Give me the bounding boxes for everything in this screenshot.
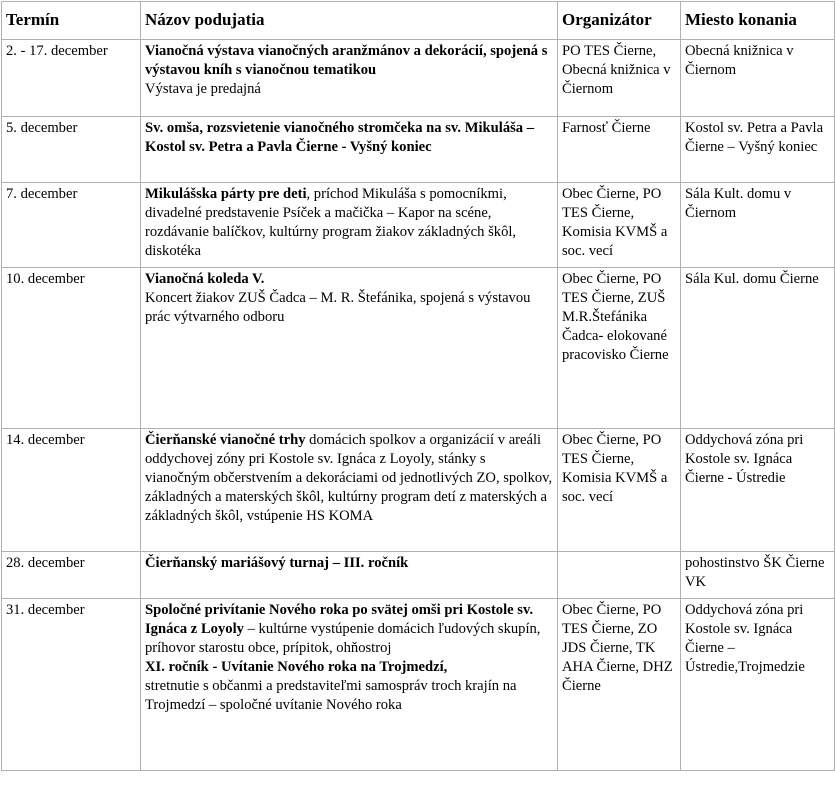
event-date: 10. december (2, 268, 141, 429)
event-title-rest-2: stretnutie s občanmi a predstaviteľmi samospráv troch krajín na Trojmedzí – spoločné uvítanie Nového roka (145, 678, 517, 713)
event-title-bold-2: XI. ročník - Uvítanie Nového roka na Trojmedzí, (145, 659, 448, 675)
event-date: 31. december (2, 599, 141, 771)
header-event-name: Názov podujatia (141, 2, 558, 40)
event-title-bold: Vianočná koleda V. (145, 271, 265, 287)
event-title (141, 268, 558, 429)
event-title-rest: Koncert žiakov ZUŠ Čadca – M. R. Štefánika, spojená s výstavou prác výtvarného odboru (145, 290, 531, 325)
event-title-rest: – kultúrne vystúpenie domácich ľudových skupín, príhovor starostu obce, prípitok, ohňostroj (145, 621, 541, 656)
event-title (141, 599, 558, 771)
event-date: 14. december (2, 429, 141, 552)
event-title-bold: Mikulášska párty pre deti (145, 186, 307, 202)
event-organizer: Obec Čierne, PO TES Čierne, Komisia KVMŠ a soc. vecí (558, 429, 681, 552)
event-title (141, 183, 558, 268)
table-row (2, 429, 835, 552)
event-title-rest: domácich spolkov a organizácií v areáli oddychovej zóny pri Kostole sv. Ignáca z Loyoly, stánky s vianočným občerstvením a dekoráciami od jednotlivých ZO, spolkov, základných a materských škôl, kultúrny program detí z materských a základných škôl, vstúpenie HS KOMA (145, 432, 553, 524)
event-date: 2. - 17. december (2, 40, 141, 117)
event-date: 28. december (2, 552, 141, 599)
header-organizer: Organizátor (558, 2, 681, 40)
table-row (2, 40, 835, 117)
event-title-bold: Vianočná výstava vianočných aranžmánov a dekorácií, spojená s výstavou kníh s vianočnou tematikou (145, 43, 548, 78)
event-place: Obecná knižnica v Čiernom (681, 40, 835, 117)
event-title (141, 552, 558, 599)
table-row (2, 599, 835, 771)
events-table (1, 1, 835, 771)
header-place: Miesto konania (681, 2, 835, 40)
event-place: Sála Kul. domu Čierne (681, 268, 835, 429)
event-organizer (558, 552, 681, 599)
event-organizer: Obec Čierne, PO TES Čierne, ZUŠ M.R.Štefánika Čadca- elokované pracovisko Čierne (558, 268, 681, 429)
event-title-rest: , príchod Mikuláša s pomocníkmi, divadelné predstavenie Psíček a mačička – Kapor na scéne, rozdávanie balíčkov, kultúrny program žiakov základných škôl, diskotéka (145, 186, 517, 259)
event-title-bold: Čierňanský mariášový turnaj – III. ročník (145, 555, 409, 571)
event-place: Oddychová zóna pri Kostole sv. Ignáca Čierne – Ústredie,Trojmedzie (681, 599, 835, 771)
event-title (141, 117, 558, 183)
event-place: Oddychová zóna pri Kostole sv. Ignáca Čierne - Ústredie (681, 429, 835, 552)
event-title-bold: Sv. omša, rozsvietenie vianočného stromčeka na sv. Mikuláša – Kostol sv. Petra a Pavla Čierne - Vyšný koniec (145, 120, 535, 155)
table-row (2, 183, 835, 268)
event-place: pohostinstvo ŠK Čierne VK (681, 552, 835, 599)
event-title (141, 429, 558, 552)
header-row (2, 2, 835, 40)
event-organizer: PO TES Čierne, Obecná knižnica v Čiernom (558, 40, 681, 117)
event-organizer: Farnosť Čierne (558, 117, 681, 183)
event-date: 5. december (2, 117, 141, 183)
event-date: 7. december (2, 183, 141, 268)
table-row (2, 117, 835, 183)
event-title-rest: Výstava je predajná (145, 81, 261, 97)
event-title (141, 40, 558, 117)
table-row (2, 268, 835, 429)
header-date: Termín (2, 2, 141, 40)
event-organizer: Obec Čierne, PO TES Čierne, ZO JDS Čierne, TK AHA Čierne, DHZ Čierne (558, 599, 681, 771)
table-row (2, 552, 835, 599)
event-organizer: Obec Čierne, PO TES Čierne, Komisia KVMŠ a soc. vecí (558, 183, 681, 268)
event-title-bold: Čierňanské vianočné trhy (145, 432, 306, 448)
event-place: Kostol sv. Petra a Pavla Čierne – Vyšný koniec (681, 117, 835, 183)
event-title-bold: Spoločné privítanie Nového roka po svätej omši pri Kostole sv. Ignáca z Loyoly (145, 602, 534, 637)
event-place: Sála Kult. domu v Čiernom (681, 183, 835, 268)
